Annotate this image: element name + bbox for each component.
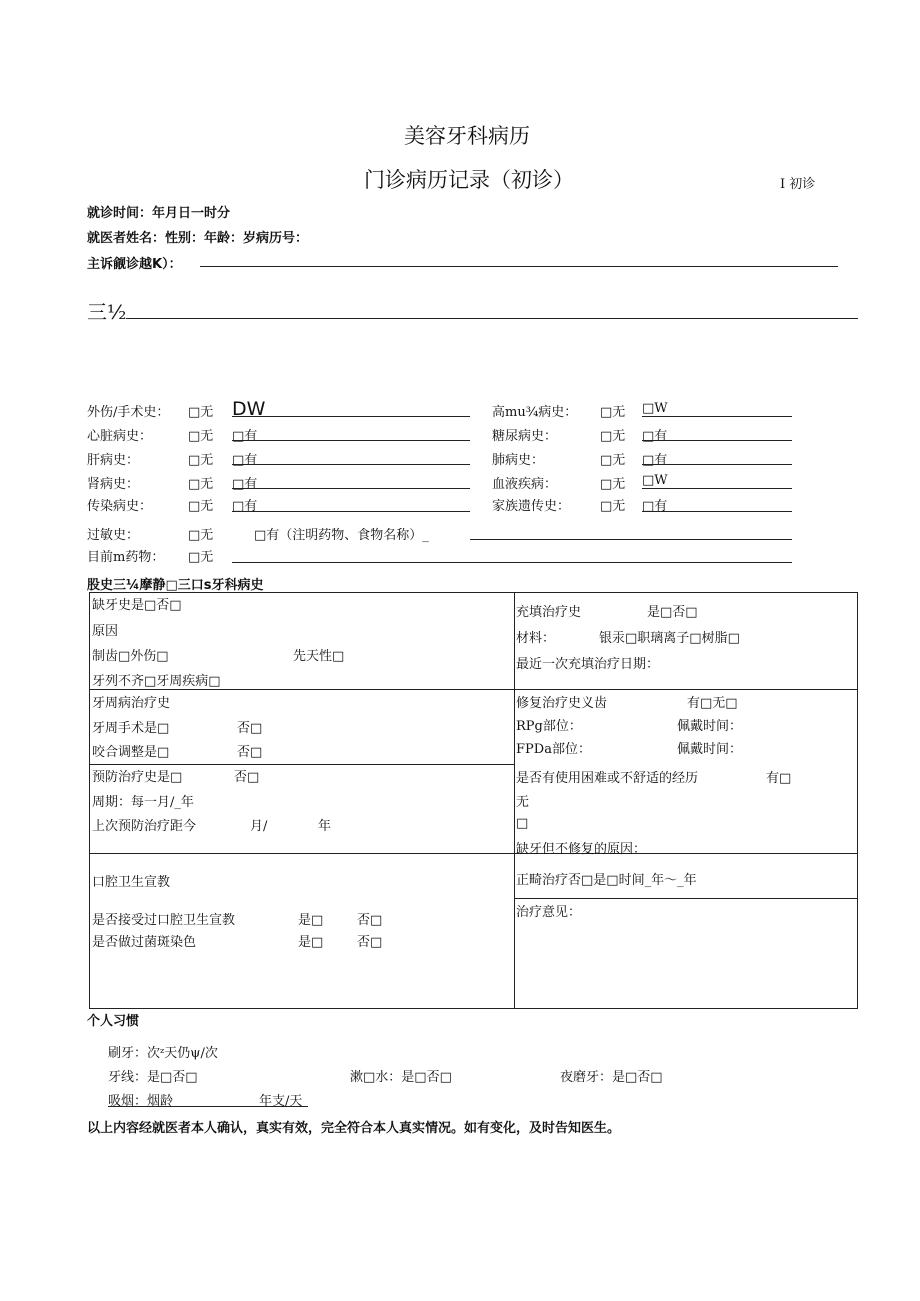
table-top-border <box>89 592 858 593</box>
lung-none: □无 <box>600 453 626 468</box>
family-line <box>642 511 792 512</box>
patient-info: 就医者姓名：性别：年龄：岁病历号： <box>87 231 309 246</box>
missing-history: 缺牙史是□否□ <box>92 598 182 613</box>
meds-label: 目前m药物： <box>87 550 165 565</box>
liver-yes: □有 <box>232 453 258 468</box>
section-mark-line <box>126 318 858 319</box>
table-right-row-line-4 <box>514 898 858 899</box>
missing-cause-c: 牙列不齐□牙周疾病□ <box>92 674 221 689</box>
table-right-border <box>857 592 858 1008</box>
page-title: 美容牙科病历 <box>404 124 530 148</box>
habit-floss: 牙线：是□否□ <box>108 1070 198 1085</box>
hyper-yes: □W <box>642 401 668 416</box>
missing-cause: 原因 <box>92 624 119 639</box>
infect-yes: □有 <box>232 499 258 514</box>
diabetes-line <box>642 440 792 441</box>
meds-line <box>232 562 792 563</box>
meds-none: □无 <box>188 550 214 565</box>
plaque-staining: 是否做过菌斑染色 <box>92 935 197 950</box>
filling-last-date: 最近一次充填治疗日期： <box>516 657 660 672</box>
missing-cause-b: 先天性□ <box>293 649 345 664</box>
blood-none: □无 <box>600 477 626 492</box>
trauma-line <box>232 416 470 417</box>
lung-label: 肺病史： <box>492 453 545 468</box>
family-none: □无 <box>600 499 626 514</box>
habit-brushing: 刷牙：次ᶻ天仍ψ/次 <box>108 1046 218 1061</box>
table-left-border <box>89 592 90 1008</box>
occlusal-adjust: 咬合调整是□ <box>92 745 170 760</box>
hygiene-received: 是否接受过口腔卫生宣教 <box>92 913 236 928</box>
habit-smoking: 吸烟：烟龄 <box>108 1094 174 1109</box>
kidney-yes: □有 <box>232 477 258 492</box>
infect-none: □无 <box>188 499 214 514</box>
trauma-label: 外伤/手术史： <box>87 405 170 420</box>
repair-history: 修复治疗史义齿 <box>516 696 608 711</box>
missing-cause-a: 制齿□外伤□ <box>92 649 169 664</box>
family-yes: □有 <box>642 499 668 514</box>
table-left-row-line-2 <box>89 764 514 765</box>
chief-complaint: 主诉觎诊越K）： <box>87 257 182 272</box>
heart-line <box>232 440 470 441</box>
perio-surgery-no: 否□ <box>237 721 263 736</box>
hygiene-received-yes: 是□ <box>298 913 324 928</box>
plaque-staining-yes: 是□ <box>298 935 324 950</box>
diabetes-yes: □有 <box>642 429 668 444</box>
filling-history: 充填治疗史 <box>516 605 582 620</box>
filling-material: 银汞□职璃离子□树脂□ <box>599 631 740 646</box>
prevent-cycle: 周期：每一月/_年 <box>92 795 194 810</box>
rpd-site: RPg部位： <box>516 719 582 734</box>
filling-material-label: 材料： <box>516 631 556 646</box>
prevent-last-month: 月/ <box>250 819 268 834</box>
confirmation-statement: 以上内容经就医者本人确认，真实有效，完全符合本人真实情况。如有变化，及时告知医生。 <box>87 1121 621 1136</box>
diabetes-label: 糖尿病史： <box>492 429 558 444</box>
ortho-history: 正畸治疗否□是□时间_年～_年 <box>516 873 697 888</box>
allergy-line <box>470 539 792 540</box>
infect-line <box>232 511 470 512</box>
prevent-history: 预防治疗史是□ <box>92 770 183 785</box>
liver-label: 肝病史： <box>87 453 140 468</box>
fpd-site: FPDa部位： <box>516 742 591 757</box>
section-mark: 三½ <box>87 300 127 324</box>
rpd-time: 佩戴时间： <box>677 719 743 734</box>
blood-label: 血液疾病： <box>492 477 558 492</box>
habit-smoking-amount: 年支/天 <box>259 1094 303 1109</box>
kidney-none: □无 <box>188 477 214 492</box>
discomfort-box: □ <box>516 816 529 831</box>
trauma-none: □无 <box>188 405 214 420</box>
hyper-none: □无 <box>600 405 626 420</box>
smoking-line <box>108 1106 308 1107</box>
occlusal-adjust-no: 否□ <box>237 745 263 760</box>
prevent-last: 上次预防治疗距今 <box>92 819 197 834</box>
hygiene-received-no: 否□ <box>357 913 383 928</box>
table-bottom-border <box>89 1008 858 1009</box>
liver-none: □无 <box>188 453 214 468</box>
perio-history: 牙周病治疗史 <box>92 696 171 711</box>
blood-line <box>642 488 792 489</box>
lung-line <box>642 464 792 465</box>
heart-yes: □有 <box>232 429 258 444</box>
kidney-label: 肾病史： <box>87 477 140 492</box>
discomfort-question: 是否有使用困难或不舒适的经历 <box>516 771 699 786</box>
lung-yes: □有 <box>642 453 668 468</box>
blood-yes: □W <box>642 473 668 488</box>
table-row-line-3 <box>89 853 858 854</box>
kidney-line <box>232 488 470 489</box>
infect-label: 传染病史： <box>87 499 153 514</box>
prevent-no: 否□ <box>234 770 260 785</box>
visit-time: 就诊时间：年月日一时分 <box>87 206 231 221</box>
liver-line <box>232 464 470 465</box>
dental-history-heading: 股史三¼摩静□三口s牙科病史 <box>87 578 264 593</box>
table-middle-divider <box>514 592 515 1008</box>
family-label: 家族遗传史： <box>492 499 571 514</box>
trauma-yes: DW <box>232 398 266 420</box>
prevent-last-year: 年 <box>318 819 332 834</box>
heart-none: □无 <box>188 429 214 444</box>
visit-type: I 初诊 <box>780 177 816 192</box>
treatment-opinion: 治疗意见： <box>516 905 582 920</box>
plaque-staining-no: 否□ <box>357 935 383 950</box>
hyper-line <box>642 416 792 417</box>
perio-surgery: 牙周手术是□ <box>92 721 170 736</box>
hyper-label: 高mu¾病史： <box>492 405 578 420</box>
habit-grinding: 夜磨牙：是□否□ <box>560 1070 663 1085</box>
table-row-line-1 <box>89 689 858 690</box>
heart-label: 心脏病史： <box>87 429 153 444</box>
diabetes-none: □无 <box>600 429 626 444</box>
filling-yes-no: 是□否□ <box>647 605 698 620</box>
repair-yes-no: 有□无□ <box>687 696 738 711</box>
discomfort-no: 无 <box>516 795 530 810</box>
page-subtitle: 门诊病历记录（初诊） <box>364 168 574 192</box>
allergy-yes: □有（注明药物、食物名称）_ <box>254 528 429 543</box>
allergy-label: 过敏史： <box>87 528 140 543</box>
allergy-none: □无 <box>188 528 214 543</box>
discomfort-yes: 有□ <box>766 771 792 786</box>
no-repair-reason: 缺牙但不修复的原因： <box>516 842 647 857</box>
chief-complaint-line <box>200 266 838 267</box>
fpd-time: 佩戴时间： <box>677 742 743 757</box>
hygiene-education: 口腔卫生宣教 <box>92 875 171 890</box>
habit-mouthwash: 漱□水：是□否□ <box>350 1070 452 1085</box>
habits-heading: 个人习惯 <box>87 1014 140 1029</box>
